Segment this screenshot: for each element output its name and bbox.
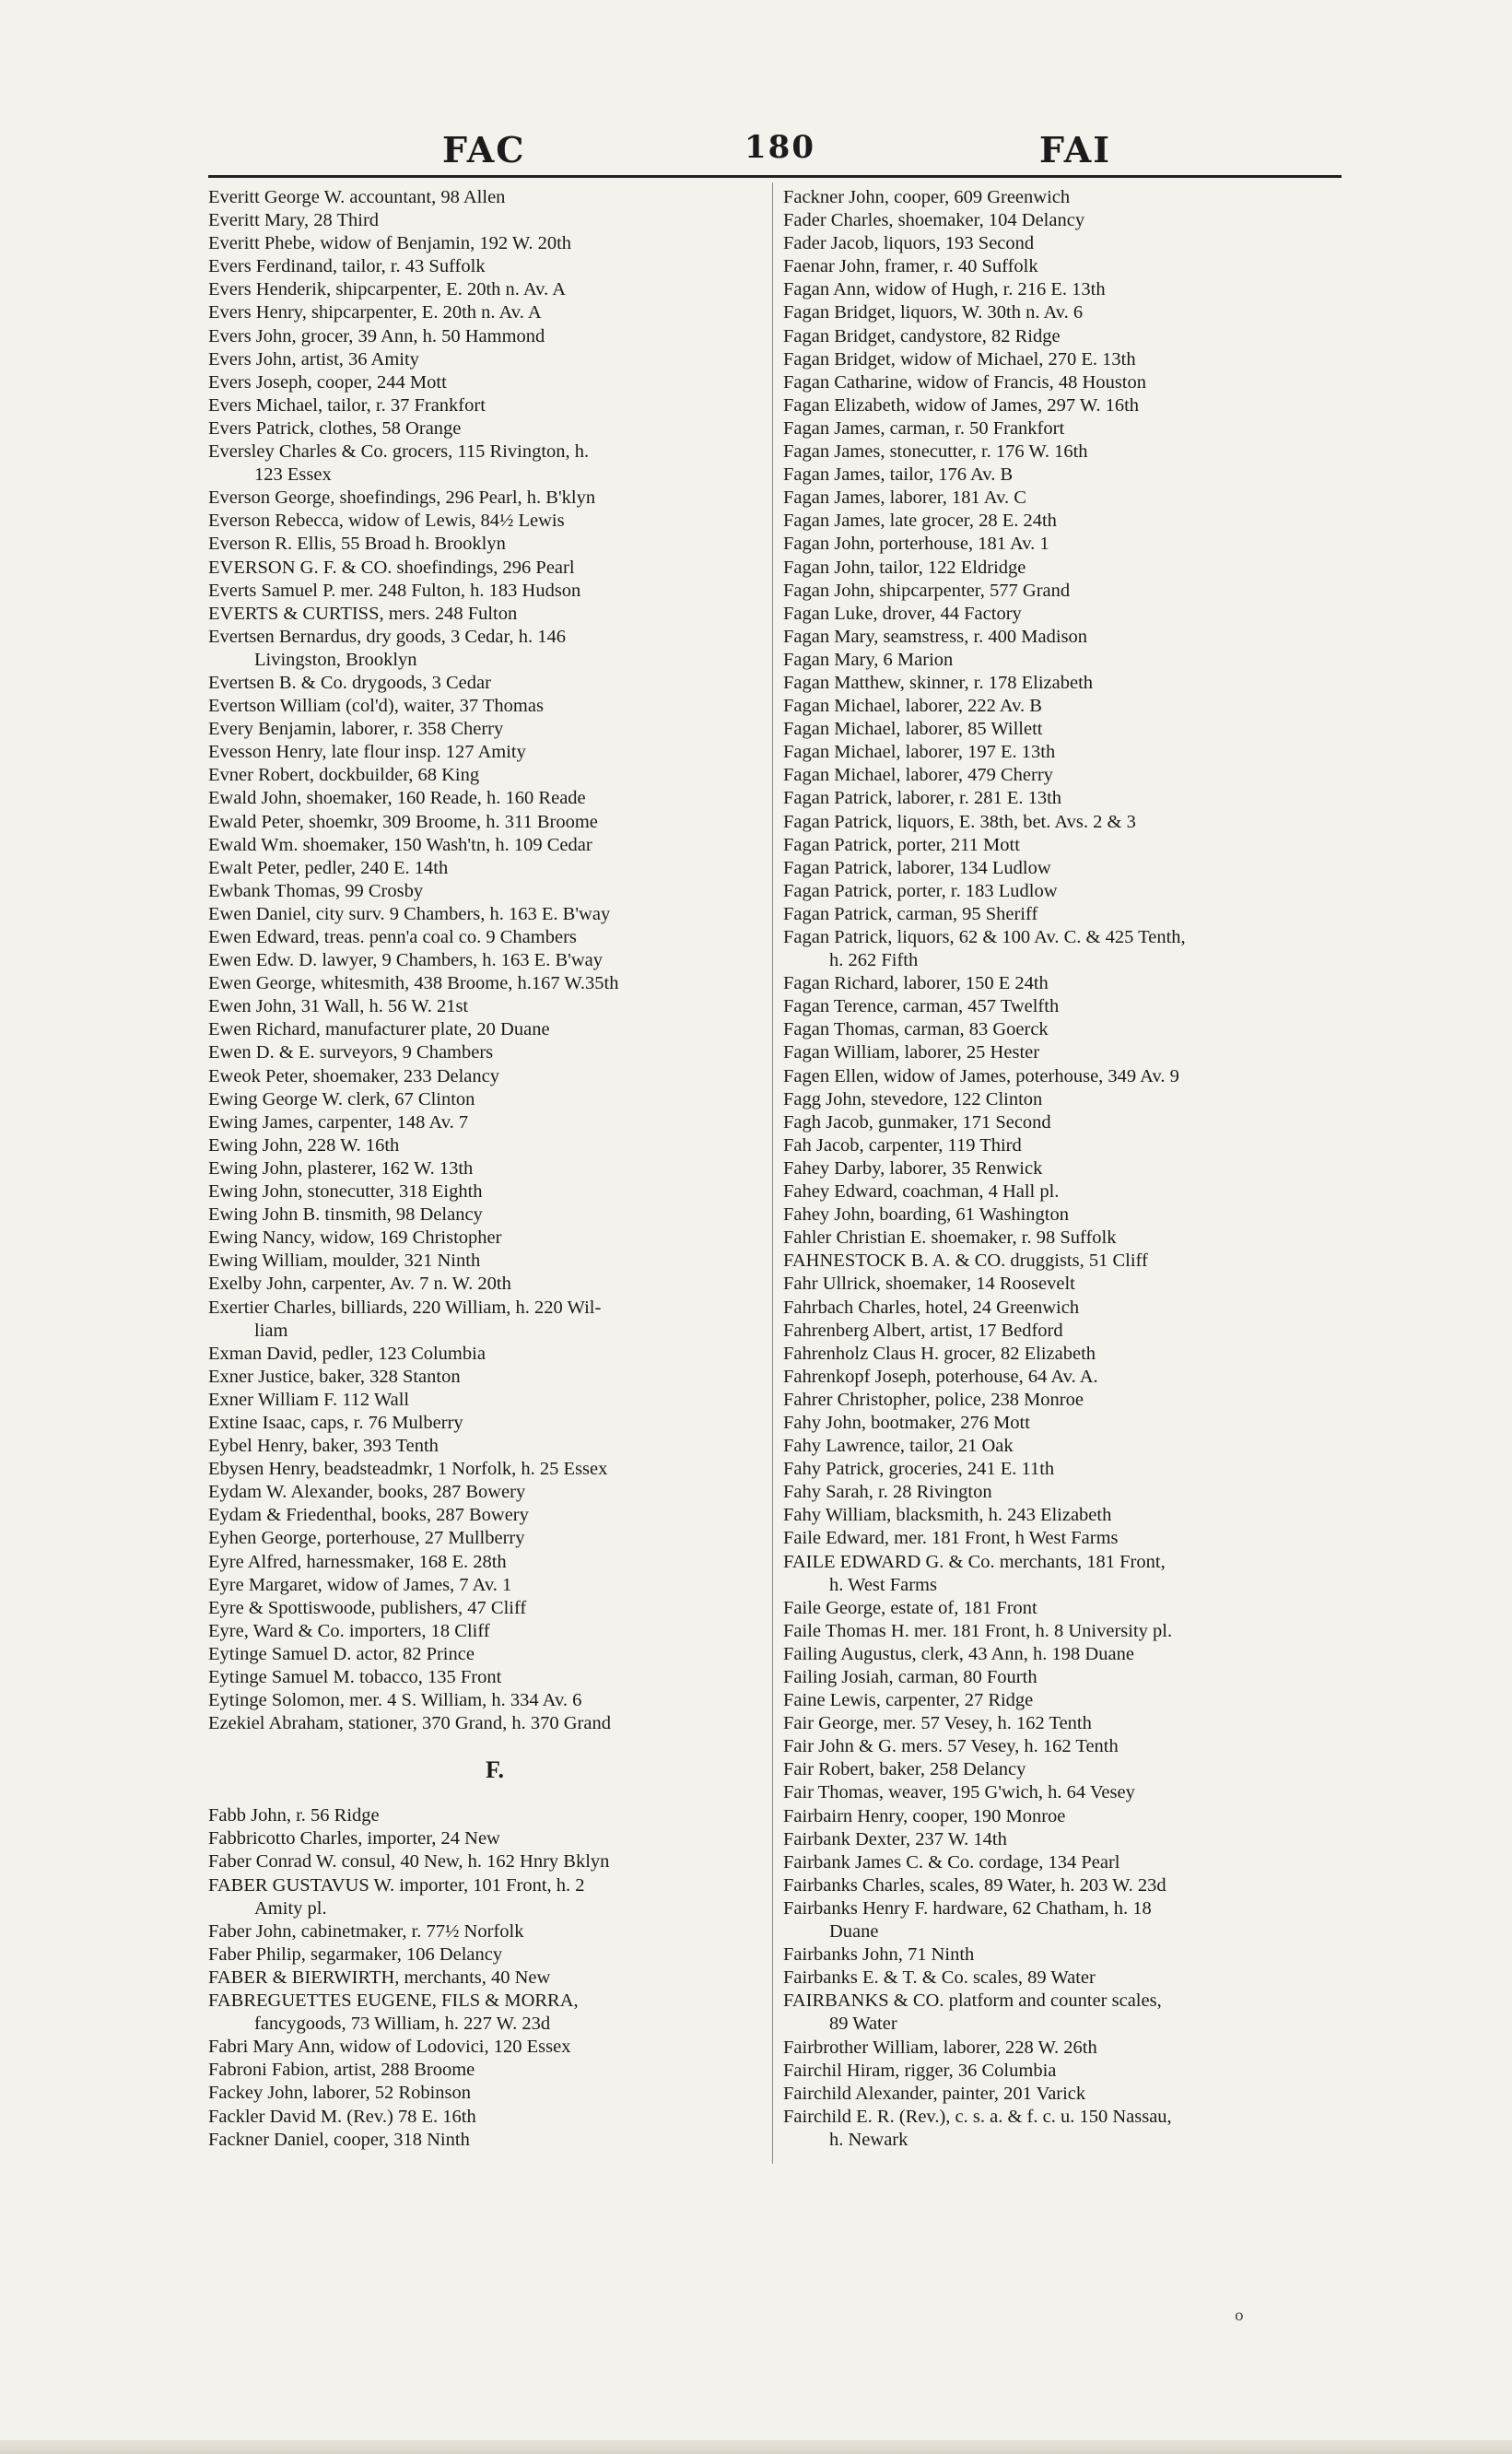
directory-entry: Exelby John, carpenter, Av. 7 n. W. 20th <box>208 1274 511 1295</box>
directory-entry: FABREGUETTES EUGENE, FILS & MORRA, <box>208 1990 579 2012</box>
directory-entry: Fagan Mary, seamstress, r. 400 Madison <box>783 626 1088 647</box>
directory-entry: Evers John, grocer, 39 Ann, h. 50 Hammond <box>208 325 545 346</box>
directory-entry: Fairbanks John, 71 Ninth <box>783 1944 975 1966</box>
directory-entry: Evers Henderik, shipcarpenter, E. 20th n. Av. A <box>208 279 567 300</box>
directory-entry: Ezekiel Abraham, stationer, 370 Grand, h. 370 Grand <box>208 1713 611 1734</box>
directory-entry: Everitt Mary, 28 Third <box>208 210 380 231</box>
directory-entry: Faenar John, framer, r. 40 Suffolk <box>783 256 1038 277</box>
column-divider <box>772 182 773 2164</box>
directory-entry: Ewing John, plasterer, 162 W. 13th <box>208 1157 474 1179</box>
directory-entry: Fabb John, r. 56 Ridge <box>208 1805 380 1826</box>
directory-entry: Fairchil Hiram, rigger, 36 Columbia <box>783 2060 1057 2081</box>
directory-entry: Ewing John, stonecutter, 318 Eighth <box>208 1181 483 1203</box>
entry-continuation: h. 262 Fifth <box>829 950 919 971</box>
directory-entry: Ewen John, 31 Wall, h. 56 W. 21st <box>208 996 469 1017</box>
directory-entry: Fairbank James C. & Co. cordage, 134 Pearl <box>783 1851 1120 1873</box>
directory-entry: Fackner Daniel, cooper, 318 Ninth <box>208 2129 470 2150</box>
directory-entry: Fahr Ullrick, shoemaker, 14 Roosevelt <box>783 1274 1075 1295</box>
directory-entry: Ewen George, whitesmith, 438 Broome, h.167 W.35th <box>208 973 619 994</box>
directory-entry: Fahy Sarah, r. 28 Rivington <box>783 1482 992 1503</box>
directory-entry: Everitt Phebe, widow of Benjamin, 192 W. 20th <box>208 233 572 254</box>
directory-entry: Ewing George W. clerk, 67 Clinton <box>208 1088 475 1110</box>
section-letter: F. <box>486 1756 504 1784</box>
directory-entry: Fairbank Dexter, 237 W. 14th <box>783 1828 1007 1849</box>
directory-entry: FAHNESTOCK B. A. & CO. druggists, 51 Cliff <box>783 1250 1148 1272</box>
directory-entry: Fahy Lawrence, tailor, 21 Oak <box>783 1436 1014 1457</box>
directory-entry: Ewald Wm. shoemaker, 150 Wash'tn, h. 109 Cedar <box>208 834 592 855</box>
page-number: 180 <box>744 129 815 166</box>
directory-entry: Exman David, pedler, 123 Columbia <box>208 1343 486 1364</box>
directory-entry: Eytinge Samuel D. actor, 82 Prince <box>208 1643 475 1664</box>
directory-entry: Evers Joseph, cooper, 244 Mott <box>208 371 447 393</box>
running-head-right: FAI <box>1039 129 1112 170</box>
directory-entry: Fagan Patrick, liquors, E. 38th, bet. Avs. 2 & 3 <box>783 811 1136 832</box>
directory-entry: Fagan James, tailor, 176 Av. B <box>783 464 1014 486</box>
directory-entry: Fackey John, laborer, 52 Robinson <box>208 2083 471 2104</box>
directory-entry: Fagan Michael, laborer, 479 Cherry <box>783 765 1053 786</box>
directory-entry: Fagh Jacob, gunmaker, 171 Second <box>783 1111 1051 1133</box>
directory-entry: Evers Henry, shipcarpenter, E. 20th n. Av. A <box>208 302 542 323</box>
directory-entry: Fairbairn Henry, cooper, 190 Monroe <box>783 1805 1066 1826</box>
directory-entry: Fahy John, bootmaker, 276 Mott <box>783 1412 1030 1433</box>
directory-entry: Fahrenholz Claus H. grocer, 82 Elizabeth <box>783 1343 1096 1364</box>
directory-entry: Exertier Charles, billiards, 220 William, h. 220 Wil- <box>208 1297 602 1318</box>
directory-entry: Fagg John, stevedore, 122 Clinton <box>783 1088 1043 1110</box>
directory-entry: Fagan William, laborer, 25 Hester <box>783 1042 1040 1063</box>
corner-mark: o <box>1235 2307 1244 2324</box>
directory-entry: Evertsen Bernardus, dry goods, 3 Cedar, h. 146 <box>208 626 567 647</box>
directory-entry: Fagan Michael, laborer, 85 Willett <box>783 719 1043 740</box>
directory-entry: Evertsen B. & Co. drygoods, 3 Cedar <box>208 672 491 693</box>
directory-entry: Faile Edward, mer. 181 Front, h West Farms <box>783 1528 1119 1549</box>
entry-continuation: 123 Essex <box>254 464 332 486</box>
directory-entry: Fair Thomas, weaver, 195 G'wich, h. 64 Vesey <box>783 1782 1135 1803</box>
directory-entry: EVERSON G. F. & CO. shoefindings, 296 Pearl <box>208 557 575 578</box>
directory-entry: Fahrenberg Albert, artist, 17 Bedford <box>783 1320 1063 1341</box>
directory-entry: Evertson William (col'd), waiter, 37 Thomas <box>208 696 544 717</box>
directory-entry: Eyre, Ward & Co. importers, 18 Cliff <box>208 1620 490 1641</box>
directory-entry: Evers Michael, tailor, r. 37 Frankfort <box>208 394 486 416</box>
entry-continuation: liam <box>254 1320 288 1341</box>
directory-entry: Fagan John, tailor, 122 Eldridge <box>783 557 1026 578</box>
directory-entry: Ewen Daniel, city surv. 9 Chambers, h. 163 E. B'way <box>208 903 611 924</box>
directory-entry: Evers Patrick, clothes, 58 Orange <box>208 417 462 439</box>
directory-entry: Fair John & G. mers. 57 Vesey, h. 162 Tenth <box>783 1736 1119 1757</box>
directory-entry: Fairbanks E. & T. & Co. scales, 89 Water <box>783 1967 1096 1989</box>
directory-entry: Fagan Patrick, porter, r. 183 Ludlow <box>783 880 1058 901</box>
directory-entry: Faber Philip, segarmaker, 106 Delancy <box>208 1943 503 1965</box>
directory-entry: Ewald Peter, shoemkr, 309 Broome, h. 311 Broome <box>208 811 598 832</box>
directory-entry: Eyhen George, porterhouse, 27 Mullberry <box>208 1528 525 1549</box>
directory-entry: Ewen D. & E. surveyors, 9 Chambers <box>208 1042 494 1063</box>
directory-entry: Fahy William, blacksmith, h. 243 Elizabeth <box>783 1505 1112 1526</box>
directory-entry: Fackner John, cooper, 609 Greenwich <box>783 187 1071 207</box>
directory-entry: Ebysen Henry, beadsteadmkr, 1 Norfolk, h. 25 Essex <box>208 1459 608 1480</box>
directory-entry: Ewing John B. tinsmith, 98 Delancy <box>208 1204 483 1226</box>
directory-entry: Eyre Margaret, widow of James, 7 Av. 1 <box>208 1574 512 1595</box>
entry-continuation: h. Newark <box>829 2129 908 2150</box>
directory-entry: Evers Ferdinand, tailor, r. 43 Suffolk <box>208 256 486 277</box>
directory-entry: Fahrbach Charles, hotel, 24 Greenwich <box>783 1297 1080 1318</box>
directory-entry: Fagan Matthew, skinner, r. 178 Elizabeth <box>783 672 1094 693</box>
entry-continuation: Livingston, Brooklyn <box>254 649 417 670</box>
directory-entry: Ewald John, shoemaker, 160 Reade, h. 160 Reade <box>208 788 586 809</box>
running-head-left: FAC <box>442 129 526 170</box>
directory-entry: Eyre & Spottiswoode, publishers, 47 Cliff <box>208 1597 527 1618</box>
directory-entry: Fagan Elizabeth, widow of James, 297 W. 16th <box>783 394 1140 416</box>
directory-entry: Fagan James, late grocer, 28 E. 24th <box>783 511 1057 532</box>
directory-entry: Every Benjamin, laborer, r. 358 Cherry <box>208 719 504 740</box>
directory-entry: Fahey Darby, laborer, 35 Renwick <box>783 1157 1043 1179</box>
directory-entry: Fahey Edward, coachman, 4 Hall pl. <box>783 1181 1060 1203</box>
directory-entry: Fairbanks Charles, scales, 89 Water, h. 203 W. 23d <box>783 1874 1166 1896</box>
directory-entry: Faile George, estate of, 181 Front <box>783 1597 1037 1618</box>
directory-entry: Failing Josiah, carman, 80 Fourth <box>783 1667 1037 1687</box>
directory-entry: Fagan James, laborer, 181 Av. C <box>783 487 1026 509</box>
directory-entry: Ewing James, carpenter, 148 Av. 7 <box>208 1111 469 1133</box>
directory-entry: FAIRBANKS & CO. platform and counter scales, <box>783 1990 1162 2012</box>
directory-entry: Fagan John, shipcarpenter, 577 Grand <box>783 580 1071 601</box>
directory-entry: Faine Lewis, carpenter, 27 Ridge <box>783 1690 1034 1711</box>
directory-entry: Fair George, mer. 57 Vesey, h. 162 Tenth <box>783 1713 1092 1734</box>
directory-entry: Fagan Patrick, liquors, 62 & 100 Av. C. & 425 Tenth, <box>783 927 1186 947</box>
directory-entry: EVERTS & CURTISS, mers. 248 Fulton <box>208 603 518 624</box>
directory-entry: Fagan Mary, 6 Marion <box>783 649 954 670</box>
directory-entry: Fagan Bridget, widow of Michael, 270 E. 13th <box>783 348 1136 370</box>
directory-entry: Evesson Henry, late flour insp. 127 Amity <box>208 742 526 763</box>
directory-entry: Evers John, artist, 36 Amity <box>208 348 419 370</box>
directory-entry: Exner Justice, baker, 328 Stanton <box>208 1366 461 1387</box>
directory-entry: Fahy Patrick, groceries, 241 E. 11th <box>783 1459 1055 1480</box>
directory-entry: Fagan Bridget, liquors, W. 30th n. Av. 6 <box>783 302 1084 323</box>
directory-entry: Fagan Michael, laborer, 222 Av. B <box>783 696 1042 717</box>
directory-entry: Fahler Christian E. shoemaker, r. 98 Suffolk <box>783 1227 1117 1249</box>
directory-entry: Fagan Patrick, carman, 95 Sheriff <box>783 903 1038 924</box>
directory-entry: Ewbank Thomas, 99 Crosby <box>208 880 424 901</box>
entry-continuation: 89 Water <box>829 2014 897 2035</box>
directory-entry: Fagan Patrick, laborer, 134 Ludlow <box>783 857 1051 878</box>
directory-entry: Ewing William, moulder, 321 Ninth <box>208 1250 481 1272</box>
entry-continuation: h. West Farms <box>829 1574 937 1595</box>
directory-entry: Fackler David M. (Rev.) 78 E. 16th <box>208 2106 476 2127</box>
directory-entry: Fagan James, stonecutter, r. 176 W. 16th <box>783 441 1088 463</box>
directory-entry: Faber John, cabinetmaker, r. 77½ Norfolk <box>208 1920 524 1942</box>
directory-entry: Everitt George W. accountant, 98 Allen <box>208 187 506 207</box>
entry-continuation: fancygoods, 73 William, h. 227 W. 23d <box>254 2014 551 2035</box>
directory-entry: Fagan Richard, laborer, 150 E 24th <box>783 973 1049 994</box>
directory-entry: Faile Thomas H. mer. 181 Front, h. 8 University pl. <box>783 1620 1173 1641</box>
directory-entry: Fabri Mary Ann, widow of Lodovici, 120 Essex <box>208 2037 571 2058</box>
directory-entry: Fader Jacob, liquors, 193 Second <box>783 233 1035 254</box>
directory-entry: FABER GUSTAVUS W. importer, 101 Front, h. 2 <box>208 1874 585 1896</box>
left-column <box>208 186 781 2152</box>
directory-entry: Ewen Richard, manufacturer plate, 20 Duane <box>208 1019 550 1040</box>
directory-entry: Eytinge Solomon, mer. 4 S. William, h. 334 Av. 6 <box>208 1690 582 1711</box>
directory-entry: Ewing John, 228 W. 16th <box>208 1134 400 1156</box>
directory-entry: Eybel Henry, baker, 393 Tenth <box>208 1436 439 1457</box>
directory-entry: Fagan Ann, widow of Hugh, r. 216 E. 13th <box>783 279 1106 300</box>
directory-entry: Fabroni Fabion, artist, 288 Broome <box>208 2060 475 2081</box>
directory-entry: Everson R. Ellis, 55 Broad h. Brooklyn <box>208 534 506 555</box>
directory-entry: Eversley Charles & Co. grocers, 115 Rivington, h. <box>208 441 590 463</box>
directory-entry: Fagan Bridget, candystore, 82 Ridge <box>783 325 1061 346</box>
right-column <box>783 186 1356 2152</box>
directory-entry: Fagan Michael, laborer, 197 E. 13th <box>783 742 1056 763</box>
directory-entry: Fah Jacob, carpenter, 119 Third <box>783 1134 1022 1156</box>
directory-entry: Exner William F. 112 Wall <box>208 1389 410 1410</box>
directory-entry: Fahey John, boarding, 61 Washington <box>783 1204 1070 1226</box>
directory-entry: Ewing Nancy, widow, 169 Christopher <box>208 1227 502 1249</box>
directory-entry: FAILE EDWARD G. & Co. merchants, 181 Front, <box>783 1551 1166 1572</box>
directory-entry: Fairchild E. R. (Rev.), c. s. a. & f. c. u. 150 Nassau, <box>783 2106 1172 2127</box>
directory-entry: Fagan Catharine, widow of Francis, 48 Houston <box>783 371 1146 393</box>
directory-entry: Eydam & Friedenthal, books, 287 Bowery <box>208 1505 529 1526</box>
directory-entry: Fabbricotto Charles, importer, 24 New <box>208 1828 500 1849</box>
directory-entry: Fagan Luke, drover, 44 Factory <box>783 603 1022 624</box>
entry-continuation: Duane <box>829 1921 879 1943</box>
directory-entry: Fader Charles, shoemaker, 104 Delancy <box>783 210 1085 231</box>
directory-entry: Fahrer Christopher, police, 238 Monroe <box>783 1389 1084 1410</box>
directory-entry: Extine Isaac, caps, r. 76 Mulberry <box>208 1412 463 1433</box>
directory-entry: Failing Augustus, clerk, 43 Ann, h. 198 Duane <box>783 1643 1134 1664</box>
directory-entry: Fahrenkopf Joseph, poterhouse, 64 Av. A. <box>783 1366 1098 1387</box>
directory-entry: Everson George, shoefindings, 296 Pearl, h. B'klyn <box>208 487 596 509</box>
directory-entry: Evner Robert, dockbuilder, 68 King <box>208 765 480 786</box>
directory-entry: Fairbanks Henry F. hardware, 62 Chatham, h. 18 <box>783 1897 1152 1919</box>
directory-entry: Fagan Patrick, porter, 211 Mott <box>783 834 1020 855</box>
directory-entry: Fagan Patrick, laborer, r. 281 E. 13th <box>783 788 1062 809</box>
directory-entry: FABER & BIERWIRTH, merchants, 40 New <box>208 1967 551 1988</box>
directory-entry: Eyre Alfred, harnessmaker, 168 E. 28th <box>208 1551 507 1572</box>
directory-entry: Eytinge Samuel M. tobacco, 135 Front <box>208 1667 502 1687</box>
directory-entry: Everson Rebecca, widow of Lewis, 84½ Lewis <box>208 511 565 532</box>
directory-entry: Everts Samuel P. mer. 248 Fulton, h. 183 Hudson <box>208 580 581 601</box>
directory-entry: Fagan Terence, carman, 457 Twelfth <box>783 996 1060 1017</box>
directory-entry: Fair Robert, baker, 258 Delancy <box>783 1759 1026 1780</box>
directory-entry: Fagan John, porterhouse, 181 Av. 1 <box>783 534 1049 555</box>
directory-entry: Fairbrother William, laborer, 228 W. 26th <box>783 2037 1097 2058</box>
page-bottom-edge <box>0 2440 1512 2454</box>
directory-entry: Faber Conrad W. consul, 40 New, h. 162 Hnry Bklyn <box>208 1851 610 1873</box>
directory-entry: Ewen Edward, treas. penn'a coal co. 9 Chambers <box>208 927 577 947</box>
directory-entry: Eweok Peter, shoemaker, 233 Delancy <box>208 1065 499 1086</box>
directory-entry: Fairchild Alexander, painter, 201 Varick <box>783 2083 1086 2104</box>
directory-entry: Fagen Ellen, widow of James, poterhouse, 349 Av. 9 <box>783 1065 1179 1086</box>
directory-entry: Fagan Thomas, carman, 83 Goerck <box>783 1019 1049 1040</box>
header-rule <box>208 175 1342 178</box>
directory-entry: Ewalt Peter, pedler, 240 E. 14th <box>208 857 449 878</box>
directory-entry: Fagan James, carman, r. 50 Frankfort <box>783 417 1065 439</box>
entry-continuation: Amity pl. <box>254 1897 327 1919</box>
directory-entry: Eydam W. Alexander, books, 287 Bowery <box>208 1482 526 1503</box>
directory-entry: Ewen Edw. D. lawyer, 9 Chambers, h. 163 E. B'way <box>208 950 603 971</box>
